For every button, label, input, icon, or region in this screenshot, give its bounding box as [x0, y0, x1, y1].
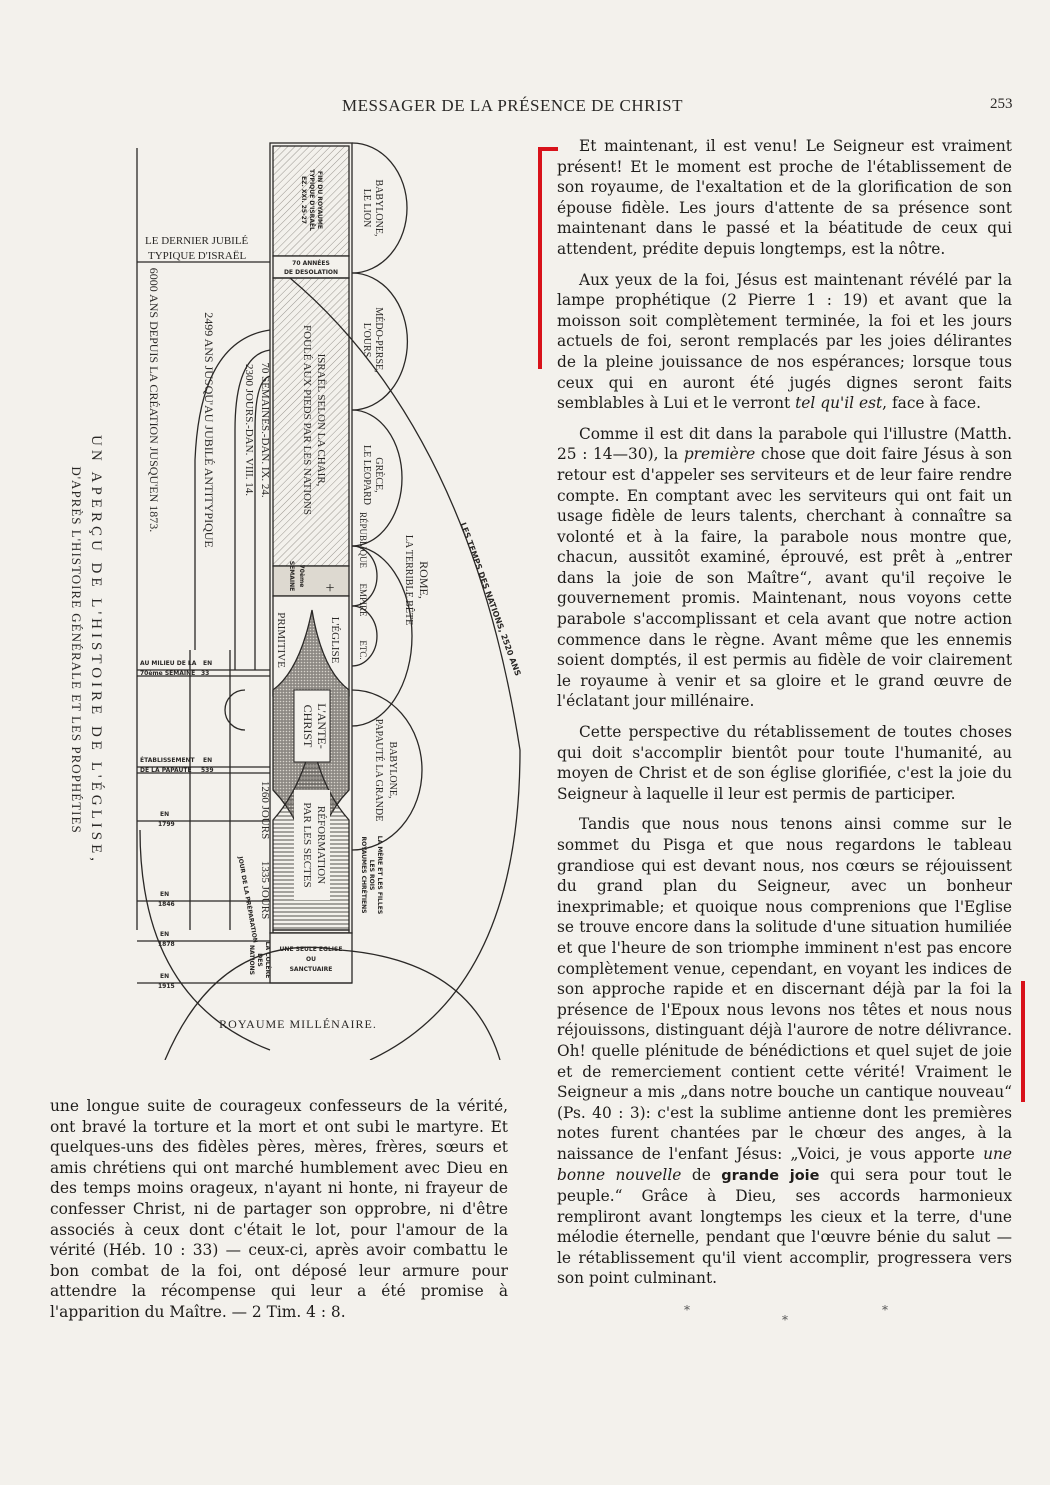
babylon-label: BABYLONE, [373, 179, 384, 237]
last-jubilee-label-2: TYPIQUE D'ISRAËL [148, 250, 247, 262]
paragraph [557, 270, 1012, 414]
millennium-label: ROYAUME MILLÉNAIRE. [219, 1017, 377, 1031]
end-kingdom-label: FIN DU ROYAUME [316, 170, 323, 230]
text-run: chose que doit faire Jésus à son retour est d'appeler ses serviteurs et de leur faire rendre compte. En comptant avec les serviteurs qui ont fait un usage fidèle de leurs talents, cherchant à connaître sa volonté et à la faire, la parabole nous montre que, chacun, aussitôt examiné, éprouvé, est prêt à „entrer dans la joie de son Maître“, avant qu'il reçoive le gouvernement promis. Maintenant, nous voyons cette parabole s'accomplissant et cela avant que notre action commence dans le règne. Avant même que les ennemis soient domptés, il est permis au fidèle de voir clairement le royaume à venir et sa gloire et le grand œuvre de l'éclatant jour millénaire. [557, 445, 1012, 711]
days-1260-label: 1260 JOURS [259, 780, 271, 840]
timeline-year-prefix: EN [160, 891, 170, 898]
timeline-event-label: AU MILIEU DE LA [140, 660, 197, 667]
antichrist-label-2: CHRIST [301, 704, 315, 748]
babylon-papacy-label: BABYLONE, [387, 741, 398, 799]
left-column-text [50, 1096, 508, 1333]
timeline-year-prefix: EN [203, 660, 213, 667]
paragraph: Cette perspective du rétablissement de toutes choses qui doit s'accomplir bientôt pour toute l'humanité, au moyen de Christ et de son église glorifiée, c'est la joie du Seigneur à laquelle il leur est permis de participer. [557, 723, 1012, 803]
timeline-year: 1799 [158, 821, 175, 828]
israel-label-2: FOULÉ AUX PIEDS PAR LES NATIONS [301, 325, 313, 515]
week-70-label: 70ème [298, 564, 305, 588]
timeline-year-prefix: EN [160, 931, 170, 938]
end-kingdom-label-2: TYPIQUE D'ISRAËL [308, 169, 315, 231]
end-kingdom-ref: EZ. XXI. 25-27 [300, 176, 307, 224]
bear-label: L'OURS [361, 322, 372, 358]
bold-text: grande joie [721, 1167, 820, 1184]
leopard-label: LE LEOPARD [361, 445, 372, 505]
sanctuary-label-2: OU [306, 956, 316, 963]
week-label: SEMAINE [288, 560, 295, 592]
ornaments [0, 1303, 1050, 1327]
timeline-year: 33 [201, 670, 210, 677]
italic-text: tel qu'il est [795, 394, 883, 413]
sanctuary-label: UNE SEULE EGLISE [279, 946, 343, 953]
paragraph [557, 424, 1012, 712]
text-run: Tandis que nous nous tenons ainsi comme sur le sommet du Pisga et que nous regardons le tableau grandiose qui est devant nous, nos cœurs se réjouissent du grand plan du Seigneur, avec un bonheur inexprimable; et quoique nous comprenions que l'Eglise se trouve encore dans la solitude d'une situation humiliée et que l'heure de son triomphe imminent n'est pas encore complètement venue, cependant, en voyant les indices de son approche rapide et en discernant déjà par la foi la présence de l'Epoux nous levons nos têtes et nous nous réjouissons, distinguant déjà l'aurore de notre délivrance. Oh! quelle plénitude de bénédictions et quel sujet de joie et de remerciement contient cette vérité! Vraiment le Seigneur a mis „dans notre bouche un cantique nouveau“ (Ps. 40 : 3): c'est la sublime antienne dont les premières notes furent chantées par le chœur des anges, à la naissance de l'enfant Jésus: „Voici, je vous apporte [557, 815, 1012, 1163]
red-annotation-bar [1021, 981, 1025, 1102]
timeline-year-prefix: EN [203, 757, 213, 764]
timeline-year: 539 [201, 767, 214, 774]
diagram-main-title: UN APERÇU DE L'HISTOIRE DE L'ÉGLISE, [88, 435, 104, 865]
greece-label: GRÈCE, [373, 457, 384, 493]
desolation-label: 70 ANNÉES [292, 260, 330, 267]
republic-label: RÉPUBLIQUE [358, 512, 368, 568]
timeline-year: 1915 [158, 983, 175, 990]
mother-daughters-label: LA MÈRE ET LES FILLES [376, 835, 383, 915]
ornament-asterisk: * [684, 1303, 690, 1317]
ornament-asterisk: * [782, 1313, 788, 1327]
wrath-label-3: NATIONS [248, 945, 255, 975]
reformation-label: RÉFORMATION [315, 805, 327, 885]
kings-label: LES ROIS [368, 859, 375, 891]
chart-svg [0, 130, 540, 1060]
paragraph [557, 814, 1012, 1289]
years-to-jubilee: 2499 ANS JUSQU'AU JUBILÉ ANTITYPIQUE [202, 312, 216, 548]
lion-label: LE LION [361, 188, 372, 228]
text-run: , face à face. [882, 394, 981, 413]
paragraph: Et maintenant, il est venu! Le Seigneur est vraiment présent! Et le moment est proche de l'établissement de son royaume, de l'exaltation et de la glorification de son épouse fidèle. Les jours d'attente de sa présence sont maintenant dans le passé et la béatitude de ceux qui attendent, prédite depuis longtemps, est la nôtre. [557, 137, 1012, 258]
desolation-label-2: DE DESOLATION [283, 269, 339, 276]
last-jubilee-label: LE DERNIER JUBILÉ [145, 235, 249, 247]
sanctuary-label-3: SANCTUAIRE [289, 966, 333, 973]
primitive-label: PRIMITIVE [275, 612, 287, 668]
times-of-nations-label: LES TEMPS DES NATIONS, 2520 ANS [458, 521, 523, 678]
text-run: qui sera pour tout le peuple.“ Grâce à Dieu, ses accords harmonieux rempliront avant longtemps les cieux et la terre, d'une mélodie éternelle, pendant que l'œuvre bénie du salut — le rétablissement qu'il vient accomplir, progressera vers son point culminant. [557, 1165, 1013, 1288]
diagram-subtitle: D'APRÈS L'HISTOIRE GÉNÉRALE ET LES PROPHÉTIES [69, 466, 84, 834]
cross-icon: + [325, 580, 335, 597]
italic-text: première [683, 445, 756, 464]
text-run: Comme il est dit dans la parabole qui l'illustre (Matth. 25 : 14—30), la [557, 424, 1012, 464]
timeline-year-prefix: EN [160, 811, 170, 818]
terrible-beast-label: LA TERRIBLE BÊTE [403, 534, 414, 626]
italic-text: une bonne nouvelle [557, 1144, 1012, 1184]
timeline-event-label: ÉTABLISSEMENT [140, 757, 195, 764]
ornament-asterisk: * [882, 1303, 888, 1317]
empire-label: EMPIRE [358, 583, 368, 617]
timeline-year: 1846 [158, 901, 175, 908]
journal-title: MESSAGER DE LA PRÉSENCE DE CHRIST [342, 96, 683, 115]
rome-label: ROME, [417, 561, 431, 599]
church-label: L'ÉGLISE [329, 616, 341, 664]
medo-persia-label: MÉDO-PERSE, [373, 307, 384, 373]
weeks-70: 70 SEMAINES.-DAN. IX. 24. [259, 362, 271, 498]
timeline-event-label: DE LA PAPAUTÉ [140, 767, 192, 774]
running-head [0, 96, 1050, 116]
antichrist-label: L'ANTE- [315, 703, 329, 749]
years-since-creation: 6000 ANS DEPUIS LA CRÉATION JUSQU'EN 1873. [147, 267, 161, 533]
preparation-day-label: JOUR DE LA PRÉPARATION [236, 856, 259, 944]
wrath-label-2: DES [256, 953, 263, 967]
text-run: de [681, 1165, 722, 1184]
church-history-chart [0, 130, 540, 1060]
papacy-great-label: PAPAUTÉ LA GRANDE [373, 718, 384, 822]
text-run: Aux yeux de la foi, Jésus est maintenant révélé par la lampe prophétique (2 Pierre 1 : 19) et avant que la moisson soit complètement terminée, la foi et les jours actuels de foi, seront remplacés par les joies délirantes de la pleine jouissance de nos espérances; lorsque tous ceux qui en auront été jugés dignes seront faits semblables à Lui et le verront [557, 270, 1012, 413]
page-number: 253 [990, 96, 1013, 112]
days-1335-label: 1335 JOURS [259, 860, 271, 920]
christian-kingdoms-label: ROYAUMES CHRÉTIENS [360, 836, 367, 914]
timeline-year-prefix: EN [160, 973, 170, 980]
days-2300: 2300 JOURS.-DAN. VIII. 14. [243, 363, 255, 497]
sects-label: PAR LES SECTES [301, 802, 313, 888]
week-block [273, 566, 349, 596]
israel-label: ISRAËL SELON LA CHAIR, [315, 353, 327, 487]
timeline-year: 1878 [158, 941, 175, 948]
paragraph: une longue suite de courageux confesseurs de la vérité, ont bravé la torture et la mort et ont subi le martyre. Et quelques-uns des fidèles pères, mères, frères, sœurs et amis chrétiens qui ont marché humblement avec Dieu en des temps moins orageux, n'ayant ni honte, ni frayeur de confesser Christ, ni de partager son opprobre, ni d'être associés à ceux dont c'était le lot, pour l'amour de la vérité (Héb. 10 : 33) — ceux-ci, après avoir combattu le bon combat de la foi, ont déposé leur armure pour attendre la récompense qui leur a été promise à l'apparition du Maître. — 2 Tim. 4 : 8. [50, 1097, 508, 1321]
timeline-event-label: 70ème SEMAINE [140, 670, 196, 677]
wrath-label: LA COLÈRE [264, 941, 271, 979]
etc-label: ETC. [358, 640, 368, 660]
right-column-text [557, 136, 1012, 1299]
